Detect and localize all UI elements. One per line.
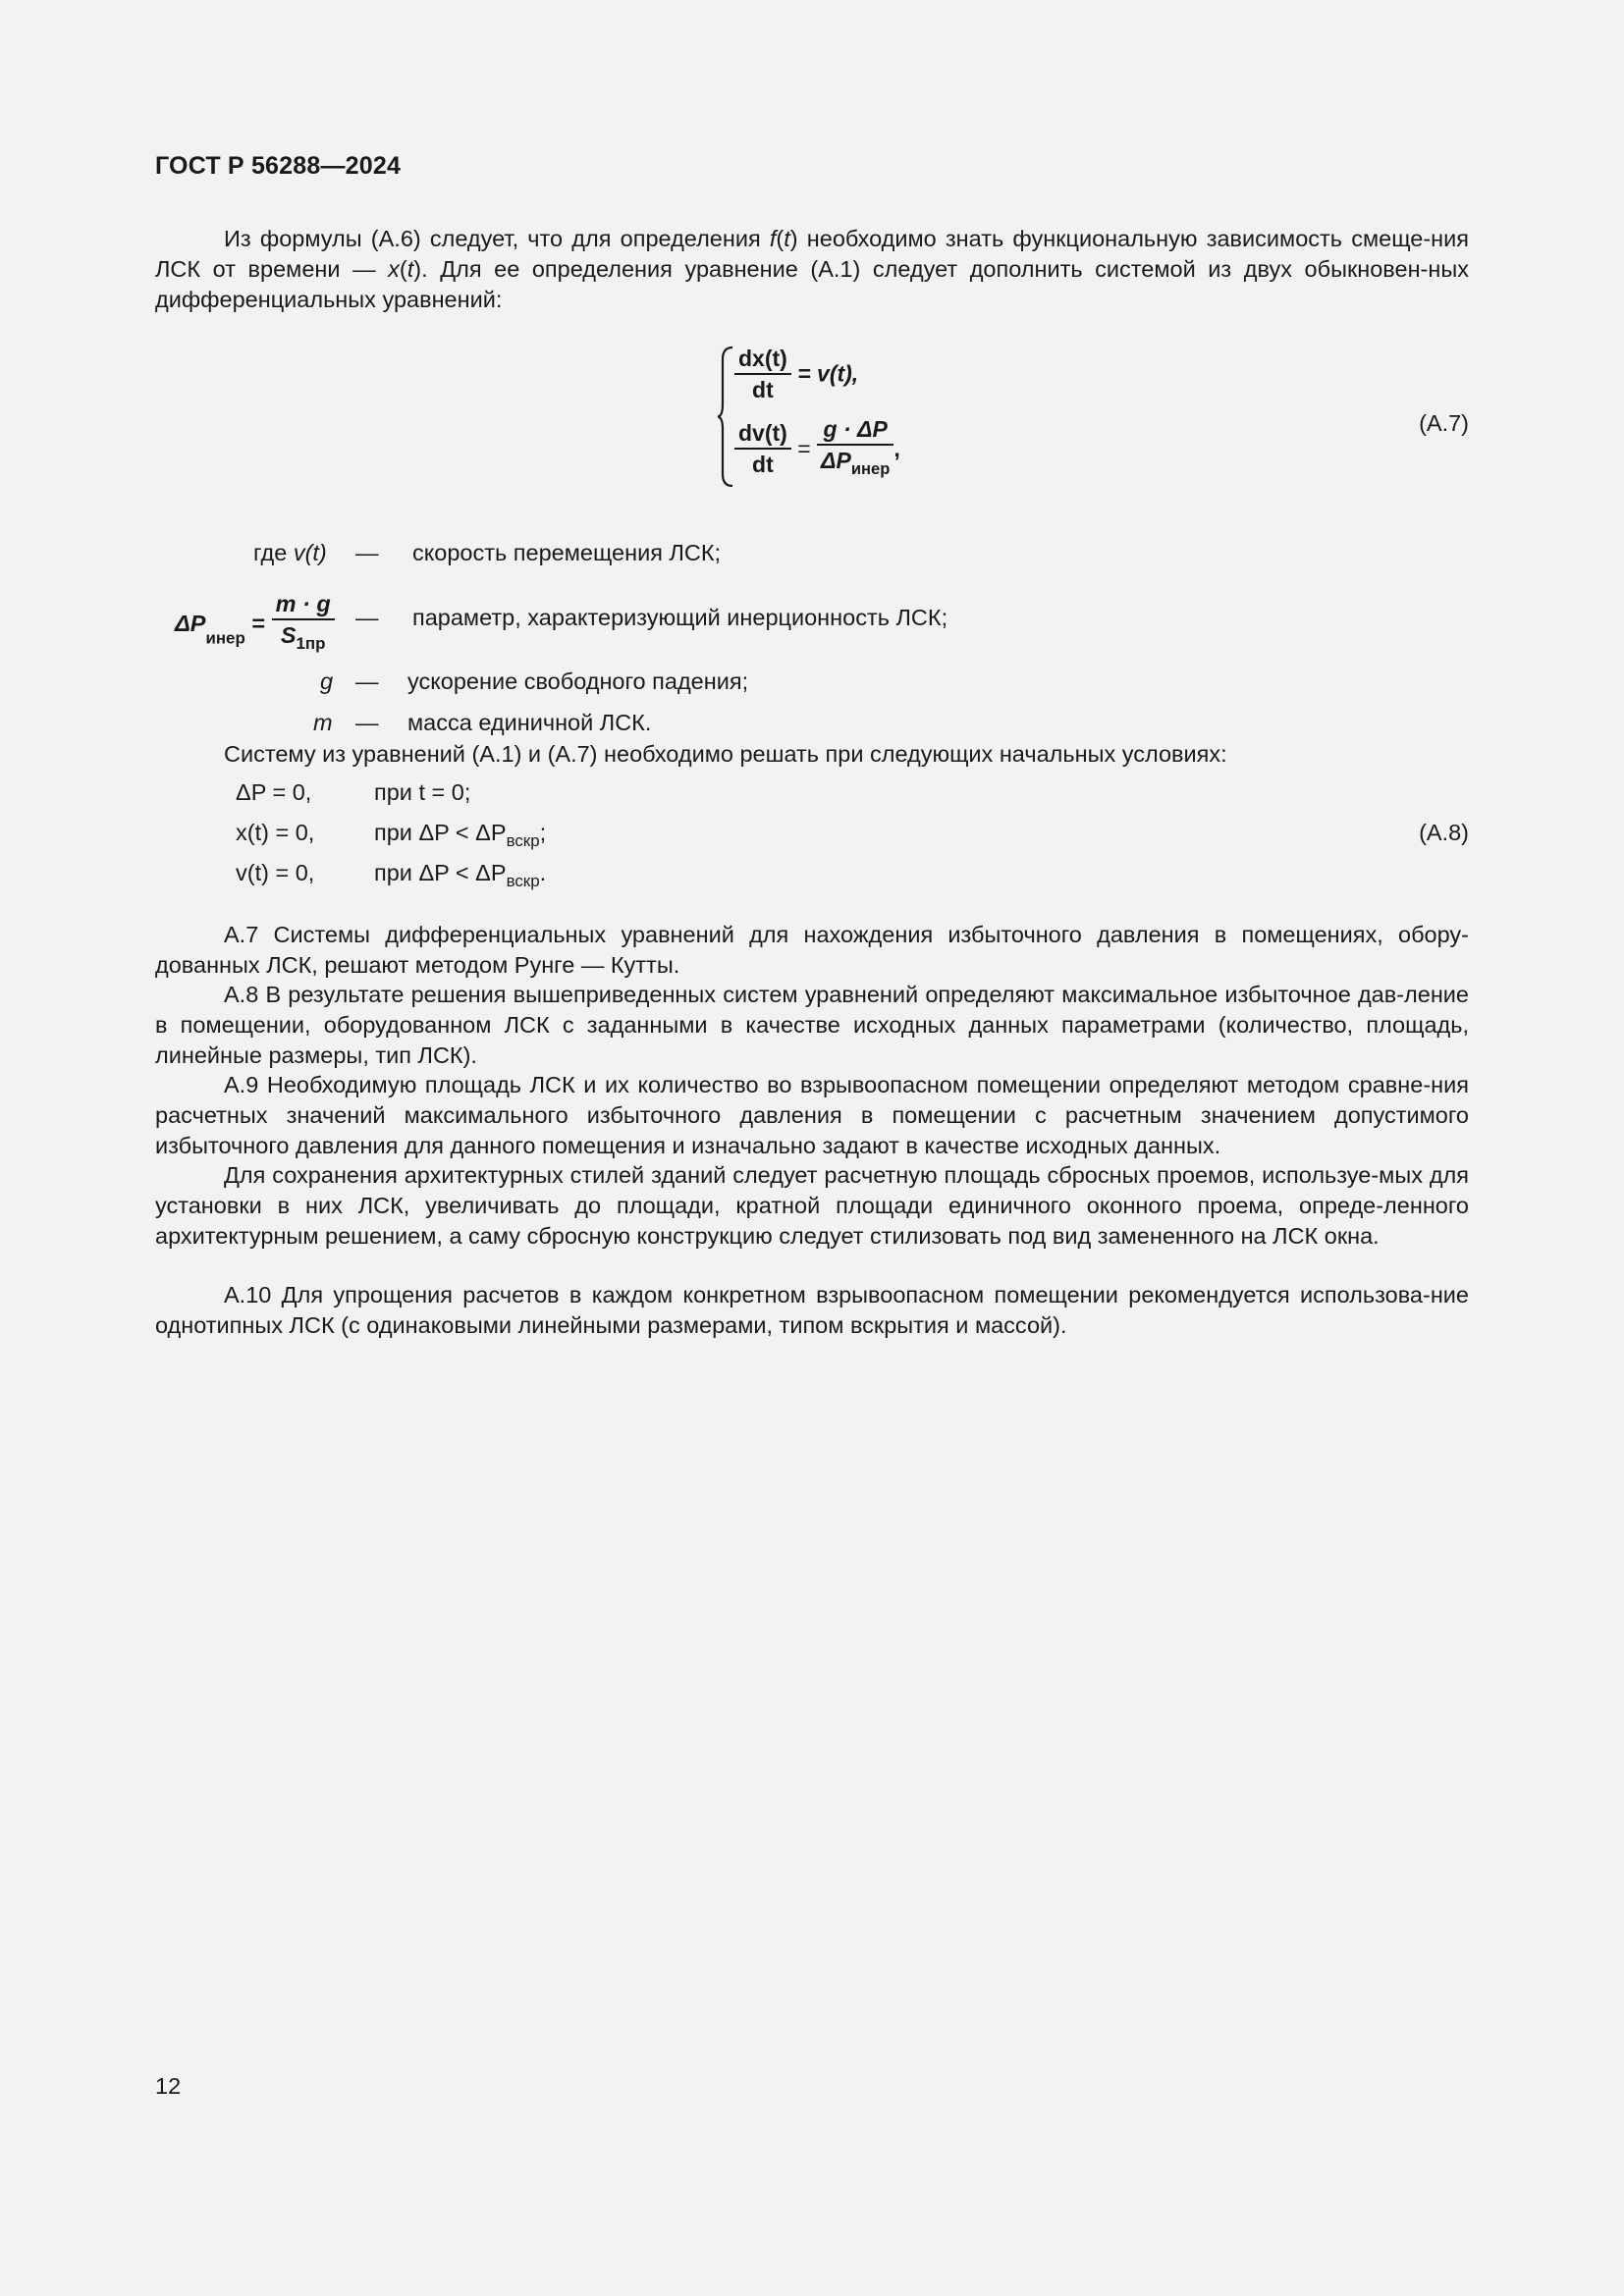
- dash: —: [355, 710, 379, 735]
- dash: —: [355, 540, 379, 565]
- condition-2-lhs: x(t) = 0,: [236, 820, 315, 845]
- condition-2-rhs: при $\Delta P < \Delta P_{вскр}$;: [374, 820, 547, 850]
- equation-system-a7: [717, 344, 1011, 491]
- fraction-denominator: dt: [752, 377, 774, 402]
- equation-rhs-1: = v(t),: [797, 360, 859, 387]
- condition-3-lhs: v(t) = 0,: [236, 860, 315, 885]
- page-number: 12: [155, 2073, 182, 2099]
- where-description-4: масса единичной ЛСК.: [407, 710, 652, 735]
- intro-text-3: . Для ее определения уравнение (А.1) следует дополнить системой из двух обыкновен-ных дифференциальных уравнений:: [155, 256, 1470, 312]
- equation-line-1: [734, 344, 858, 404]
- where-description-1: скорость перемещения ЛСК;: [412, 540, 722, 565]
- fraction-numerator: g · ΔP: [817, 414, 893, 446]
- fraction-g-deltap: [817, 414, 893, 484]
- intro-paragraph: Из формулы (А.6) следует, что для определения f(t) необходимо знать функциональную зависимость смеще-ния ЛСК от времени — x(t). Для ее определения уравнение (А.1) следует дополнить системой из двух обыкновен-ных дифференциальных уравнений:: [155, 226, 1470, 312]
- paragraph-architecture: Для сохранения архитектурных стилей зданий следует расчетную площадь сбросных проемов, используе-мых для установки в них ЛСК, увеличивать до площади, кратной площади единичного оконного проема, опреде-ленного архитектурным решением, а саму сбросную конструкцию следует стилизовать под вид замененного на ЛСК окна.: [155, 1162, 1469, 1249]
- condition-3-rhs: при $\Delta P < \Delta P_{вскр}$.: [374, 860, 547, 890]
- where-description-3: ускорение свободного падения;: [407, 668, 749, 694]
- where-description-2: параметр, характеризующий инерционность ЛСК;: [412, 605, 948, 630]
- paragraph-a7: А.7 Системы дифференциальных уравнений для нахождения избыточного давления в помещениях, обору-дованных ЛСК, решают методом Рунге — Кутты.: [155, 922, 1469, 978]
- fraction-dv-dt: [734, 418, 791, 479]
- where-row-2-formula: $\Delta P_{инер}$ = $\frac{m \cdot g}{S_{1пр}}$: [175, 589, 335, 659]
- equation-number-a7: (А.7): [1419, 410, 1469, 436]
- fraction-dx-dt: [734, 344, 791, 404]
- intro-text-1: Из формулы (А.6) следует, что для определения: [224, 226, 770, 251]
- where-row-1: где v(t): [253, 540, 327, 565]
- intro-t-symbol: t: [784, 226, 790, 251]
- fraction-numerator: dv(t): [734, 418, 791, 450]
- dash: —: [355, 605, 379, 630]
- where-symbol-m: m: [313, 710, 333, 735]
- dash: —: [355, 668, 379, 694]
- fraction-denominator: $\Delta P_{инер}$: [821, 448, 891, 478]
- equation-number-a8: (А.8): [1419, 820, 1469, 845]
- condition-1-rhs: при t = 0;: [374, 779, 471, 805]
- paragraph-a8: А.8 В результате решения вышеприведенных систем уравнений определяют максимальное избыточное дав-ление в помещении, оборудованном ЛСК с заданными в качестве исходных данных параметрами (количество, площадь, линейные размеры, тип ЛСК).: [155, 982, 1469, 1068]
- paragraph-a10: А.10 Для упрощения расчетов в каждом конкретном взрывоопасном помещении рекомендуется использова-ние однотипных ЛСК (с одинаковыми линейными размерами, типом вскрытия и массой).: [155, 1282, 1469, 1338]
- document-header: ГОСТ Р 56288—2024: [155, 152, 402, 180]
- initial-conditions-intro: Систему из уравнений (А.1) и (А.7) необходимо решать при следующих начальных условиях:: [224, 741, 1227, 767]
- intro-x-symbol: x: [388, 256, 400, 282]
- fraction-denominator: dt: [752, 452, 774, 478]
- fraction-numerator: dx(t): [734, 344, 791, 375]
- intro-f-symbol: f: [769, 226, 777, 251]
- condition-1-lhs: ΔP = 0,: [236, 779, 312, 805]
- paragraph-a9: А.9 Необходимую площадь ЛСК и их количество во взрывоопасном помещении определяют методом сравне-ния расчетных значений максимального избыточного давления в помещении с расчетным значением допустимого избыточного давления для данного помещения и изначально задают в качестве исходных данных.: [155, 1072, 1469, 1158]
- where-symbol-g: g: [320, 668, 334, 694]
- equation-line-2: $\frac{dv(t)}{dt}$ = $\frac{g \cdot \Delta P}{\Delta P_{инер}}$ ,: [734, 414, 900, 484]
- intro-text-2: необходимо знать функциональную зависимость смеще-ния ЛСК от времени —: [155, 226, 1469, 282]
- fraction-mg-s: $\frac{m \cdot g}{S_{1пр}}$: [272, 589, 335, 659]
